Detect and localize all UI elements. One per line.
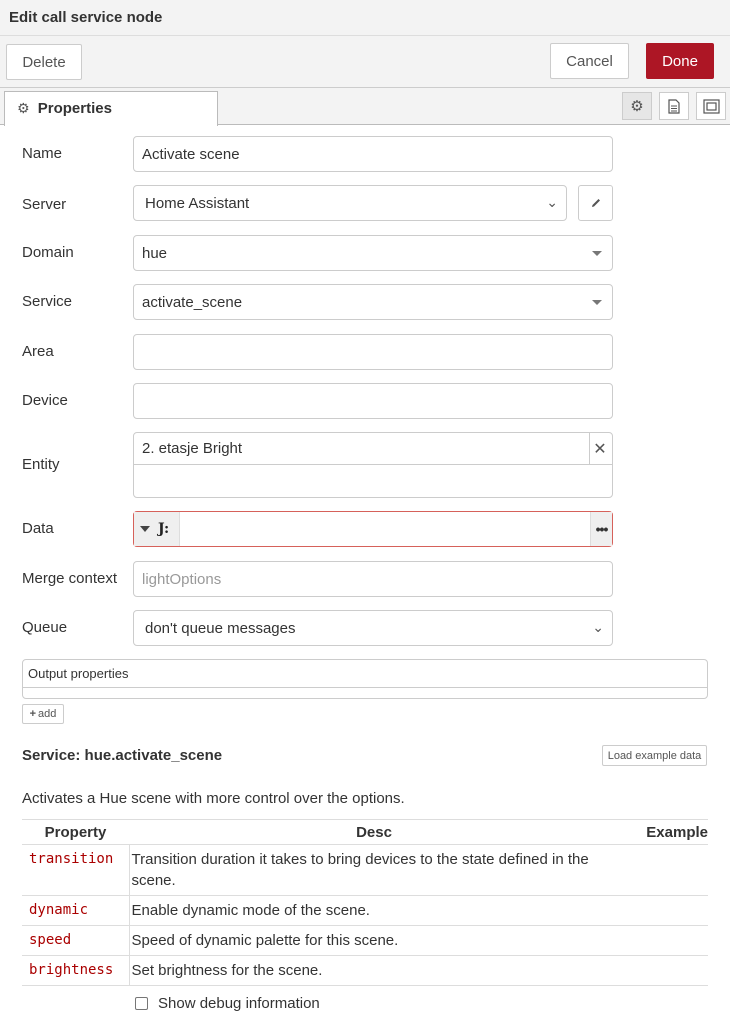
merge-context-label: Merge context — [22, 570, 118, 587]
done-button[interactable]: Done — [646, 43, 714, 79]
caret-down-icon — [140, 526, 150, 532]
plus-icon: + — [29, 708, 37, 720]
device-input[interactable] — [133, 383, 613, 419]
json-type-icon: J: — [158, 521, 170, 537]
entity-chip — [134, 433, 590, 465]
load-example-data-button[interactable]: Load example data — [602, 745, 707, 766]
property-name: dynamic — [22, 896, 129, 926]
table-row — [22, 845, 708, 896]
cancel-button[interactable]: Cancel — [550, 43, 629, 79]
output-properties-list — [22, 659, 708, 699]
queue-value: don't queue messages — [145, 619, 296, 637]
data-input[interactable] — [133, 511, 613, 547]
domain-value: hue — [142, 244, 168, 262]
server-select[interactable] — [133, 185, 567, 221]
property-desc: Enable dynamic mode of the scene. — [129, 896, 619, 926]
column-header-property: Property — [22, 820, 129, 845]
domain-select[interactable] — [133, 235, 613, 271]
service-value: activate_scene — [142, 293, 243, 311]
delete-button[interactable]: Delete — [6, 44, 82, 80]
entity-value: 2. etasje Bright — [142, 440, 243, 457]
debug-checkbox[interactable] — [135, 997, 148, 1010]
table-row — [22, 896, 708, 926]
settings-tab-icon[interactable] — [622, 92, 652, 120]
tab-properties[interactable] — [4, 91, 218, 126]
dialog-toolbar — [0, 36, 730, 88]
caret-down-icon — [592, 300, 602, 305]
gear-icon: ⚙ — [17, 100, 30, 116]
service-properties-table — [22, 819, 708, 986]
property-example — [619, 896, 708, 926]
description-tab-icon[interactable] — [659, 92, 689, 120]
area-input[interactable] — [133, 334, 613, 370]
entity-label: Entity — [22, 456, 60, 473]
entity-selector[interactable] — [133, 432, 613, 498]
property-example — [619, 926, 708, 956]
close-icon: ✕ — [593, 440, 607, 458]
name-label: Name — [22, 145, 63, 162]
area-label: Area — [22, 343, 54, 360]
document-icon — [668, 99, 680, 114]
server-value: Home Assistant — [145, 194, 250, 212]
service-label: Service — [22, 293, 73, 310]
property-example — [619, 956, 708, 986]
pencil-icon — [590, 197, 602, 209]
queue-select[interactable] — [133, 610, 613, 646]
debug-toggle[interactable] — [135, 995, 320, 1012]
frame-icon — [703, 99, 720, 114]
service-select[interactable] — [133, 284, 613, 320]
add-label: add — [38, 708, 57, 720]
name-input[interactable] — [133, 136, 613, 172]
device-label: Device — [22, 392, 68, 409]
property-desc: Transition duration it takes to bring devices to the state defined in the scene. — [129, 845, 619, 896]
ellipsis-icon: ••• — [595, 521, 608, 537]
chevron-down-icon: ⌄ — [592, 619, 604, 635]
name-value: Activate scene — [142, 145, 240, 163]
queue-label: Queue — [22, 619, 68, 636]
property-name: brightness — [22, 956, 129, 986]
property-desc: Set brightness for the scene. — [129, 956, 619, 986]
output-properties-header: Output properties — [23, 660, 707, 688]
domain-label: Domain — [22, 244, 74, 261]
appearance-tab-icon[interactable] — [696, 92, 726, 120]
service-description: Activates a Hue scene with more control over the options. — [22, 790, 405, 807]
data-label: Data — [22, 520, 54, 537]
tab-properties-label: Properties — [37, 100, 112, 117]
data-type-selector[interactable] — [134, 512, 180, 546]
add-output-property-button[interactable] — [22, 704, 64, 724]
table-header-row — [22, 820, 708, 845]
caret-down-icon — [592, 251, 602, 256]
column-header-desc: Desc — [129, 820, 619, 845]
property-name: speed — [22, 926, 129, 956]
merge-context-input[interactable] — [133, 561, 613, 597]
property-desc: Speed of dynamic palette for this scene. — [129, 926, 619, 956]
clear-entity-button[interactable] — [588, 433, 612, 465]
chevron-down-icon: ⌄ — [546, 194, 558, 210]
expand-editor-button[interactable] — [590, 512, 612, 546]
table-row — [22, 956, 708, 986]
server-label: Server — [22, 196, 67, 213]
debug-label: Show debug information — [158, 995, 320, 1012]
service-title: Service: hue.activate_scene — [22, 747, 223, 764]
edit-server-button[interactable] — [578, 185, 613, 221]
dialog-title: Edit call service node — [0, 0, 730, 36]
tab-bar — [0, 88, 730, 125]
merge-context-placeholder: lightOptions — [142, 570, 222, 588]
property-example — [619, 845, 708, 896]
table-row — [22, 926, 708, 956]
gear-icon: ⚙ — [630, 98, 644, 115]
column-header-example: Example — [619, 820, 708, 845]
property-name: transition — [22, 845, 129, 896]
